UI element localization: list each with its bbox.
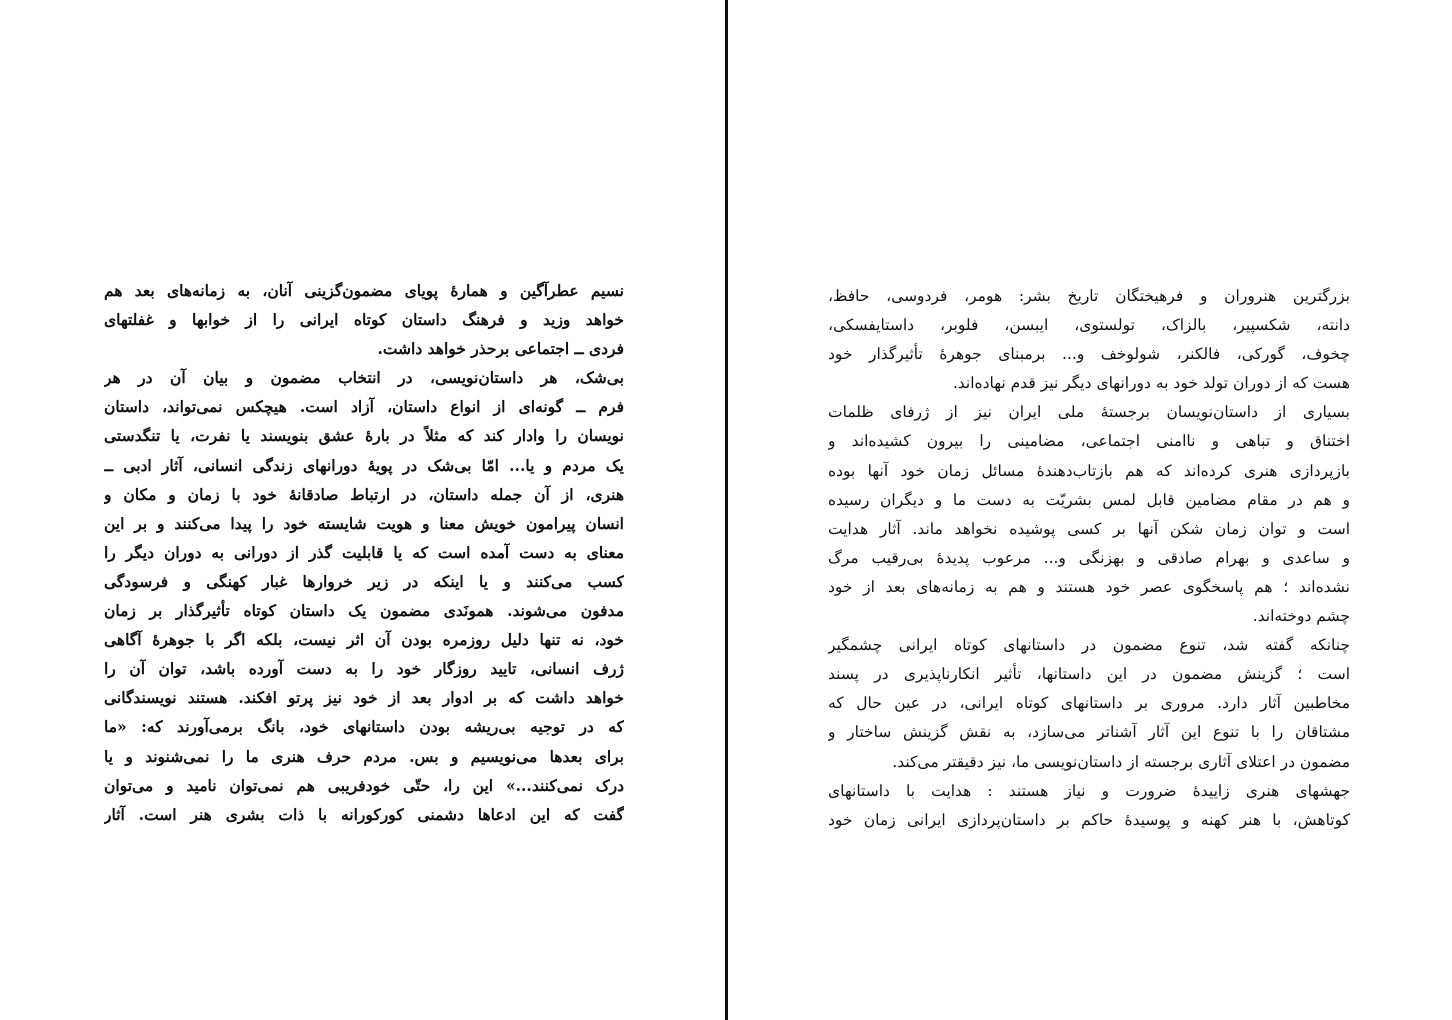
- text-line: مشتاقان را با تنوع این آثار آشناتر می‌سازد، به نقش گزینش ساختار و: [828, 723, 1350, 742]
- text-line: نسیم عطرآگین و همارهٔ پویای مضمون‌گزینی آنان، به زمانه‌های بعد هم: [104, 281, 624, 300]
- text-line: کسب می‌کنند و یا اینکه در زیر خروارها غبار کهنگی و فرسودگی: [104, 571, 624, 591]
- text-line: است ؛ گزینش مضمون در این داستانها، تأثیر انکارناپذیری در پسند: [828, 665, 1350, 684]
- page-gutter-divider: [725, 0, 728, 1020]
- text-line: فرم ــ گونه‌ای از انواع داستان، آزاد است. هیچکس نمی‌تواند، داستان: [104, 397, 624, 417]
- left-page: [104, 276, 624, 829]
- text-line: چنانکه گفته شد، تنوع مضمون در داستانهای کوتاه ایرانی چشمگیر: [828, 636, 1350, 655]
- text-line: بسیاری از داستان‌نویسان برجستهٔ ملی ایران نیز از ژرفای ظلمات: [828, 403, 1350, 422]
- text-line: انسان پیرامون خویش معنا و هویت شایسته خود را پیدا می‌کنند و بر این: [104, 513, 624, 533]
- text-line: دانته، شکسپیر، بالزاک، تولستوی، ایبسن، فلوبر، داستایفسکی،: [828, 316, 1350, 335]
- text-line: درک نمی‌کنند...» این را، حتّی خودفریبی هم نمی‌توان نامید و می‌توان: [104, 775, 624, 795]
- text-line: هست که از دوران تولد خود به دورانهای دیگر نیز قدم نهاده‌اند.: [952, 374, 1350, 393]
- text-line: مخاطبین آثار دارد. مروری بر داستانهای کوتاه ایرانی، در عین حال که: [828, 694, 1350, 713]
- right-page: [828, 282, 1350, 835]
- text-line: چشم دوخته‌اند.: [1252, 607, 1350, 626]
- text-line: که در توجیه بی‌ریشه بودن داستانهای خود، بانگ برمی‌آورند که: «ما: [104, 717, 624, 737]
- text-line: چخوف، گورکی، فالکنر، شولوخف و... برمبنای جوهرهٔ تأثیرگذار خود: [828, 345, 1350, 364]
- text-line: مدفون می‌شوند. همونَدی مضمون یک داستان کوتاه تأثیرگذار بر زمان: [104, 601, 624, 621]
- text-line: است و توان زمان شکن آنها بر کسی پوشیده نخواهد ماند. آثار هدایت: [828, 519, 1350, 538]
- text-line: گفت که این ادعاها دشمنی کورکورانه با ذات بشری هنر است. آثار: [104, 804, 624, 824]
- text-line: جهشهای هنری زاییدهٔ ضرورت و نیاز هستند : هدایت با داستانهای: [828, 781, 1350, 800]
- text-line: بی‌شک، هر داستان‌نویسی، در انتخاب مضمون و بیان آن در هر: [104, 368, 624, 388]
- text-line: بازپردازی هنری کرده‌اند که هم بازتاب‌دهندهٔ مسائل زمان خود آنها بوده: [828, 461, 1350, 480]
- text-line: کوتاهش، با هنر کهنه و پوسیدهٔ حاکم بر داستان‌پردازی ایرانی زمان خود: [828, 810, 1350, 829]
- text-line: خواهد وزید و فرهنگ داستان کوتاه ایرانی را از خوابها و غفلتهای: [104, 310, 624, 330]
- text-line: نویسان را وادار کند که مثلاً در بارهٔ عشق بنویسند یا نفرت، یا تنگدستی: [104, 426, 624, 446]
- text-line: و ساعدی و بهرام صادقی و بهزنگی و... مرعوب پدیدهٔ بی‌رقیب مرگ: [828, 548, 1350, 567]
- text-line: ژرف انسانی، تایید روزگار خود را به دست آورده باشد، توان آن را: [104, 659, 624, 679]
- text-line: خواهد داشت که بر ادوار بعد از خود نیز پرتو افکند. هستند نویسندگانی: [104, 688, 624, 708]
- text-line: فردی ــ اجتماعی برحذر خواهد داشت.: [377, 339, 624, 359]
- text-line: هنری، از آن جمله داستان، در ارتباط صادقانهٔ خود با زمان و مکان و: [104, 484, 624, 504]
- text-line: اختناق و تباهی و ناامنی اجتماعی، مضامینی را بیرون کشیده‌اند و: [828, 432, 1350, 451]
- text-line: و هم در مقام مضامین قابل لمس بشریّت به دست ما و دیگران رسیده: [828, 490, 1350, 509]
- text-line: برای بعدها می‌نویسیم و بس. مردم حرف هنری ما را نمی‌شنوند و یا: [104, 746, 624, 766]
- text-line: خود، نه تنها دلیل روزمره بودن آن اثر نیست، بلکه اگر با جوهرهٔ آگاهی: [104, 630, 624, 650]
- text-line: نشده‌اند ؛ هم پاسخگوی عصر خود هستند و هم به زمانه‌های بعد از خود: [828, 577, 1350, 596]
- text-line: یک مردم و یا... امّا بی‌شک در پویهٔ دورانهای زندگی انسانی، آثار ادبی ــ: [104, 455, 624, 475]
- text-line: معنای به دست آمده است که یا قابلیت گذر از دورانی به دوران دیگر را: [104, 542, 624, 562]
- text-line: بزرگترین هنروران و فرهیختگان تاریخ بشر: هومر، فردوسی، حافظ،: [828, 287, 1350, 305]
- text-line: مضمون در اعتلای آثاری برجسته از داستان‌نویسی ما، نیز دقیقتر می‌کند.: [892, 752, 1350, 771]
